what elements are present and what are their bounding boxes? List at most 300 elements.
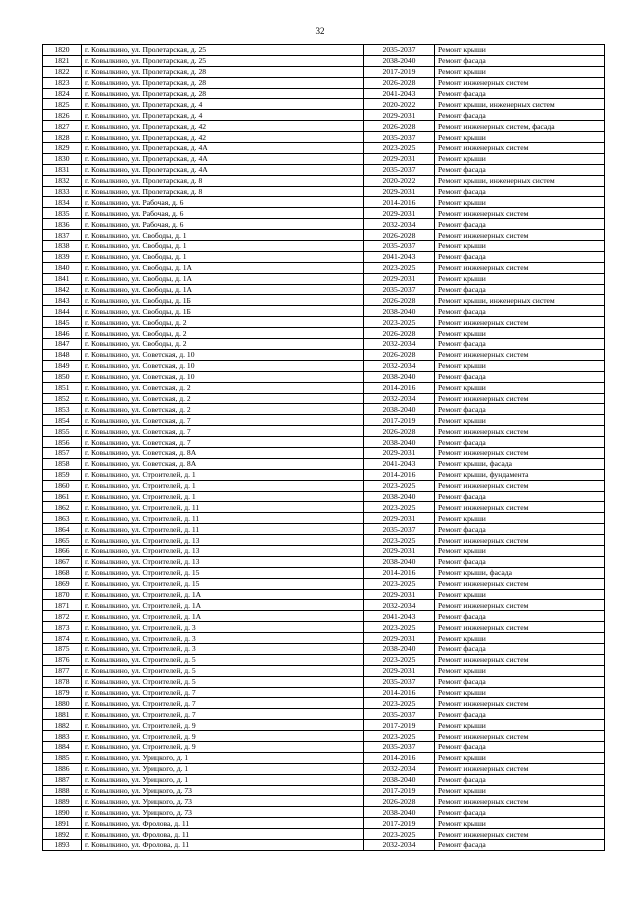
repair-type: Ремонт фасада xyxy=(435,219,605,230)
table-row xyxy=(43,698,605,709)
row-number: 1850 xyxy=(43,371,82,382)
building-address: г. Ковылкино, ул. Строителей, д. 5 xyxy=(82,654,364,665)
building-address: г. Ковылкино, ул. Строителей, д. 1 xyxy=(82,469,364,480)
building-address: г. Ковылкино, ул. Строителей, д. 7 xyxy=(82,687,364,698)
repair-period: 2017-2019 xyxy=(364,66,435,77)
repair-type: Ремонт фасада xyxy=(435,742,605,753)
repair-schedule-table xyxy=(42,44,605,851)
table-row xyxy=(43,545,605,556)
table-row xyxy=(43,186,605,197)
repair-period: 2038-2040 xyxy=(364,437,435,448)
row-number: 1886 xyxy=(43,763,82,774)
repair-period: 2017-2019 xyxy=(364,785,435,796)
repair-type: Ремонт крыши xyxy=(435,328,605,339)
table-row xyxy=(43,349,605,360)
table-row xyxy=(43,600,605,611)
table-row xyxy=(43,676,605,687)
repair-period: 2014-2016 xyxy=(364,469,435,480)
building-address: г. Ковылкино, ул. Строителей, д. 3 xyxy=(82,643,364,654)
repair-period: 2029-2031 xyxy=(364,513,435,524)
table-row xyxy=(43,785,605,796)
table-row xyxy=(43,611,605,622)
repair-type: Ремонт крыши xyxy=(435,360,605,371)
row-number: 1882 xyxy=(43,720,82,731)
table-row xyxy=(43,339,605,350)
repair-period: 2023-2025 xyxy=(364,535,435,546)
building-address: г. Ковылкино, ул. Урицкого, д. 1 xyxy=(82,752,364,763)
table-row xyxy=(43,66,605,77)
repair-type: Ремонт крыши xyxy=(435,273,605,284)
row-number: 1822 xyxy=(43,66,82,77)
building-address: г. Ковылкино, ул. Строителей, д. 7 xyxy=(82,698,364,709)
row-number: 1869 xyxy=(43,578,82,589)
row-number: 1870 xyxy=(43,589,82,600)
row-number: 1865 xyxy=(43,535,82,546)
table-row xyxy=(43,731,605,742)
building-address: г. Ковылкино, ул. Свободы, д. 1Б xyxy=(82,295,364,306)
building-address: г. Ковылкино, ул. Строителей, д. 13 xyxy=(82,556,364,567)
building-address: г. Ковылкино, ул. Советская, д. 10 xyxy=(82,360,364,371)
repair-type: Ремонт инженерных систем xyxy=(435,262,605,273)
repair-type: Ремонт инженерных систем xyxy=(435,502,605,513)
repair-type: Ремонт крыши xyxy=(435,241,605,252)
repair-type: Ремонт крыши, инженерных систем xyxy=(435,99,605,110)
building-address: г. Ковылкино, ул. Строителей, д. 13 xyxy=(82,535,364,546)
building-address: г. Ковылкино, ул. Строителей, д. 1А xyxy=(82,589,364,600)
table-row xyxy=(43,589,605,600)
table-row xyxy=(43,643,605,654)
building-address: г. Ковылкино, ул. Свободы, д. 2 xyxy=(82,317,364,328)
repair-period: 2035-2037 xyxy=(364,284,435,295)
building-address: г. Ковылкино, ул. Свободы, д. 2 xyxy=(82,339,364,350)
building-address: г. Ковылкино, ул. Строителей, д. 9 xyxy=(82,742,364,753)
repair-type: Ремонт фасада xyxy=(435,339,605,350)
table-row xyxy=(43,469,605,480)
repair-period: 2020-2022 xyxy=(364,99,435,110)
row-number: 1875 xyxy=(43,643,82,654)
building-address: г. Ковылкино, ул. Свободы, д. 1 xyxy=(82,251,364,262)
building-address: г. Ковылкино, ул. Рабочая, д. 6 xyxy=(82,197,364,208)
row-number: 1877 xyxy=(43,665,82,676)
building-address: г. Ковылкино, ул. Пролетарская, д. 28 xyxy=(82,77,364,88)
row-number: 1851 xyxy=(43,382,82,393)
repair-period: 2023-2025 xyxy=(364,262,435,273)
repair-period: 2017-2019 xyxy=(364,720,435,731)
building-address: г. Ковылкино, ул. Строителей, д. 11 xyxy=(82,502,364,513)
table-row xyxy=(43,132,605,143)
repair-period: 2014-2016 xyxy=(364,567,435,578)
repair-period: 2017-2019 xyxy=(364,818,435,829)
repair-type: Ремонт крыши, фасада xyxy=(435,567,605,578)
repair-type: Ремонт фасада xyxy=(435,371,605,382)
building-address: г. Ковылкино, ул. Урицкого, д. 73 xyxy=(82,796,364,807)
repair-period: 2023-2025 xyxy=(364,143,435,154)
building-address: г. Ковылкино, ул. Строителей, д. 5 xyxy=(82,676,364,687)
row-number: 1824 xyxy=(43,88,82,99)
repair-type: Ремонт крыши xyxy=(435,415,605,426)
repair-period: 2035-2037 xyxy=(364,164,435,175)
building-address: г. Ковылкино, ул. Строителей, д. 11 xyxy=(82,524,364,535)
repair-period: 2038-2040 xyxy=(364,774,435,785)
repair-period: 2023-2025 xyxy=(364,731,435,742)
building-address: г. Ковылкино, ул. Свободы, д. 1А xyxy=(82,262,364,273)
building-address: г. Ковылкино, ул. Фролова, д. 11 xyxy=(82,840,364,851)
table-row xyxy=(43,622,605,633)
row-number: 1866 xyxy=(43,545,82,556)
repair-type: Ремонт инженерных систем xyxy=(435,393,605,404)
repair-period: 2038-2040 xyxy=(364,643,435,654)
row-number: 1887 xyxy=(43,774,82,785)
building-address: г. Ковылкино, ул. Советская, д. 8А xyxy=(82,447,364,458)
table-row xyxy=(43,45,605,56)
table-row xyxy=(43,77,605,88)
row-number: 1855 xyxy=(43,426,82,437)
repair-type: Ремонт крыши xyxy=(435,132,605,143)
building-address: г. Ковылкино, ул. Советская, д. 7 xyxy=(82,437,364,448)
repair-type: Ремонт фасада xyxy=(435,491,605,502)
repair-type: Ремонт фасада xyxy=(435,164,605,175)
table-row xyxy=(43,742,605,753)
repair-type: Ремонт крыши xyxy=(435,382,605,393)
repair-type: Ремонт фасада xyxy=(435,437,605,448)
repair-type: Ремонт инженерных систем xyxy=(435,829,605,840)
building-address: г. Ковылкино, ул. Пролетарская, д. 28 xyxy=(82,88,364,99)
repair-period: 2023-2025 xyxy=(364,622,435,633)
building-address: г. Ковылкино, ул. Пролетарская, д. 42 xyxy=(82,132,364,143)
building-address: г. Ковылкино, ул. Строителей, д. 9 xyxy=(82,731,364,742)
table-row xyxy=(43,371,605,382)
table-row xyxy=(43,578,605,589)
building-address: г. Ковылкино, ул. Свободы, д. 1А xyxy=(82,284,364,295)
table-row xyxy=(43,317,605,328)
table-row xyxy=(43,230,605,241)
building-address: г. Ковылкино, ул. Советская, д. 10 xyxy=(82,371,364,382)
row-number: 1843 xyxy=(43,295,82,306)
table-row xyxy=(43,328,605,339)
row-number: 1831 xyxy=(43,164,82,175)
repair-period: 2029-2031 xyxy=(364,545,435,556)
repair-period: 2029-2031 xyxy=(364,208,435,219)
repair-type: Ремонт фасада xyxy=(435,709,605,720)
building-address: г. Ковылкино, ул. Строителей, д. 1 xyxy=(82,480,364,491)
building-address: г. Ковылкино, ул. Советская, д. 8А xyxy=(82,458,364,469)
repair-period: 2023-2025 xyxy=(364,829,435,840)
building-address: г. Ковылкино, ул. Свободы, д. 1Б xyxy=(82,306,364,317)
table-row xyxy=(43,480,605,491)
row-number: 1893 xyxy=(43,840,82,851)
row-number: 1862 xyxy=(43,502,82,513)
repair-period: 2026-2028 xyxy=(364,121,435,132)
repair-period: 2020-2022 xyxy=(364,175,435,186)
row-number: 1840 xyxy=(43,262,82,273)
repair-type: Ремонт инженерных систем xyxy=(435,622,605,633)
table-row xyxy=(43,829,605,840)
table-row xyxy=(43,55,605,66)
repair-period: 2014-2016 xyxy=(364,197,435,208)
repair-period: 2035-2037 xyxy=(364,742,435,753)
table-row xyxy=(43,382,605,393)
repair-period: 2029-2031 xyxy=(364,273,435,284)
table-row xyxy=(43,818,605,829)
row-number: 1884 xyxy=(43,742,82,753)
repair-period: 2032-2034 xyxy=(364,840,435,851)
building-address: г. Ковылкино, ул. Урицкого, д. 1 xyxy=(82,763,364,774)
repair-period: 2032-2034 xyxy=(364,339,435,350)
repair-period: 2029-2031 xyxy=(364,110,435,121)
building-address: г. Ковылкино, ул. Строителей, д. 1 xyxy=(82,491,364,502)
repair-period: 2035-2037 xyxy=(364,241,435,252)
repair-type: Ремонт фасада xyxy=(435,807,605,818)
repair-type: Ремонт инженерных систем xyxy=(435,447,605,458)
table-row xyxy=(43,426,605,437)
repair-period: 2032-2034 xyxy=(364,763,435,774)
row-number: 1841 xyxy=(43,273,82,284)
building-address: г. Ковылкино, ул. Рабочая, д. 6 xyxy=(82,219,364,230)
row-number: 1863 xyxy=(43,513,82,524)
repair-type: Ремонт крыши xyxy=(435,687,605,698)
repair-type: Ремонт крыши xyxy=(435,153,605,164)
repair-period: 2029-2031 xyxy=(364,589,435,600)
table-row xyxy=(43,99,605,110)
repair-type: Ремонт инженерных систем xyxy=(435,317,605,328)
row-number: 1845 xyxy=(43,317,82,328)
repair-type: Ремонт крыши xyxy=(435,633,605,644)
table-row xyxy=(43,535,605,546)
building-address: г. Ковылкино, ул. Фролова, д. 11 xyxy=(82,818,364,829)
row-number: 1847 xyxy=(43,339,82,350)
repair-type: Ремонт крыши, фундамента xyxy=(435,469,605,480)
repair-period: 2035-2037 xyxy=(364,45,435,56)
building-address: г. Ковылкино, ул. Урицкого, д. 73 xyxy=(82,807,364,818)
row-number: 1826 xyxy=(43,110,82,121)
building-address: г. Ковылкино, ул. Строителей, д. 15 xyxy=(82,567,364,578)
repair-type: Ремонт фасада xyxy=(435,524,605,535)
repair-type: Ремонт крыши xyxy=(435,818,605,829)
repair-period: 2026-2028 xyxy=(364,328,435,339)
repair-period: 2026-2028 xyxy=(364,426,435,437)
table-row xyxy=(43,164,605,175)
building-address: г. Ковылкино, ул. Строителей, д. 11 xyxy=(82,513,364,524)
building-address: г. Ковылкино, ул. Пролетарская, д. 4 xyxy=(82,110,364,121)
building-address: г. Ковылкино, ул. Пролетарская, д. 25 xyxy=(82,55,364,66)
table-row xyxy=(43,404,605,415)
row-number: 1846 xyxy=(43,328,82,339)
row-number: 1827 xyxy=(43,121,82,132)
row-number: 1891 xyxy=(43,818,82,829)
repair-type: Ремонт инженерных систем xyxy=(435,763,605,774)
repair-type: Ремонт крыши xyxy=(435,513,605,524)
table-row xyxy=(43,393,605,404)
row-number: 1837 xyxy=(43,230,82,241)
row-number: 1859 xyxy=(43,469,82,480)
repair-type: Ремонт крыши xyxy=(435,45,605,56)
row-number: 1864 xyxy=(43,524,82,535)
row-number: 1880 xyxy=(43,698,82,709)
repair-type: Ремонт инженерных систем, фасада xyxy=(435,121,605,132)
row-number: 1848 xyxy=(43,349,82,360)
repair-type: Ремонт фасада xyxy=(435,840,605,851)
repair-period: 2029-2031 xyxy=(364,186,435,197)
repair-type: Ремонт фасада xyxy=(435,55,605,66)
repair-period: 2026-2028 xyxy=(364,796,435,807)
table-row xyxy=(43,241,605,252)
repair-period: 2038-2040 xyxy=(364,306,435,317)
row-number: 1829 xyxy=(43,143,82,154)
repair-period: 2023-2025 xyxy=(364,698,435,709)
building-address: г. Ковылкино, ул. Советская, д. 2 xyxy=(82,382,364,393)
repair-period: 2026-2028 xyxy=(364,230,435,241)
table-row xyxy=(43,208,605,219)
row-number: 1842 xyxy=(43,284,82,295)
repair-period: 2014-2016 xyxy=(364,687,435,698)
row-number: 1836 xyxy=(43,219,82,230)
repair-period: 2038-2040 xyxy=(364,556,435,567)
repair-period: 2026-2028 xyxy=(364,77,435,88)
repair-type: Ремонт крыши xyxy=(435,545,605,556)
repair-period: 2035-2037 xyxy=(364,524,435,535)
repair-type: Ремонт фасада xyxy=(435,676,605,687)
repair-period: 2023-2025 xyxy=(364,317,435,328)
repair-period: 2038-2040 xyxy=(364,55,435,66)
row-number: 1839 xyxy=(43,251,82,262)
building-address: г. Ковылкино, ул. Строителей, д. 1А xyxy=(82,600,364,611)
building-address: г. Ковылкино, ул. Свободы, д. 2 xyxy=(82,328,364,339)
repair-type: Ремонт крыши, инженерных систем xyxy=(435,175,605,186)
table-row xyxy=(43,687,605,698)
building-address: г. Ковылкино, ул. Урицкого, д. 73 xyxy=(82,785,364,796)
repair-type: Ремонт инженерных систем xyxy=(435,600,605,611)
row-number: 1867 xyxy=(43,556,82,567)
repair-type: Ремонт инженерных систем xyxy=(435,349,605,360)
building-address: г. Ковылкино, ул. Советская, д. 7 xyxy=(82,415,364,426)
table-row xyxy=(43,524,605,535)
table-row xyxy=(43,360,605,371)
building-address: г. Ковылкино, ул. Пролетарская, д. 4А xyxy=(82,143,364,154)
row-number: 1832 xyxy=(43,175,82,186)
repair-period: 2026-2028 xyxy=(364,349,435,360)
repair-type: Ремонт фасада xyxy=(435,306,605,317)
repair-type: Ремонт инженерных систем xyxy=(435,77,605,88)
row-number: 1861 xyxy=(43,491,82,502)
building-address: г. Ковылкино, ул. Строителей, д. 13 xyxy=(82,545,364,556)
row-number: 1876 xyxy=(43,654,82,665)
building-address: г. Ковылкино, ул. Строителей, д. 3 xyxy=(82,633,364,644)
building-address: г. Ковылкино, ул. Советская, д. 7 xyxy=(82,426,364,437)
table-row xyxy=(43,295,605,306)
table-row xyxy=(43,284,605,295)
row-number: 1878 xyxy=(43,676,82,687)
row-number: 1835 xyxy=(43,208,82,219)
building-address: г. Ковылкино, ул. Урицкого, д. 1 xyxy=(82,774,364,785)
table-row xyxy=(43,197,605,208)
table-row xyxy=(43,306,605,317)
repair-period: 2038-2040 xyxy=(364,807,435,818)
repair-type: Ремонт инженерных систем xyxy=(435,654,605,665)
building-address: г. Ковылкино, ул. Пролетарская, д. 4А xyxy=(82,153,364,164)
repair-period: 2038-2040 xyxy=(364,371,435,382)
repair-type: Ремонт крыши xyxy=(435,785,605,796)
repair-period: 2029-2031 xyxy=(364,447,435,458)
repair-period: 2041-2043 xyxy=(364,458,435,469)
repair-type: Ремонт крыши xyxy=(435,665,605,676)
repair-period: 2029-2031 xyxy=(364,153,435,164)
row-number: 1892 xyxy=(43,829,82,840)
row-number: 1860 xyxy=(43,480,82,491)
table-row xyxy=(43,273,605,284)
row-number: 1838 xyxy=(43,241,82,252)
row-number: 1828 xyxy=(43,132,82,143)
repair-period: 2032-2034 xyxy=(364,219,435,230)
table-row xyxy=(43,807,605,818)
row-number: 1889 xyxy=(43,796,82,807)
row-number: 1883 xyxy=(43,731,82,742)
repair-type: Ремонт инженерных систем xyxy=(435,535,605,546)
building-address: г. Ковылкино, ул. Пролетарская, д. 4 xyxy=(82,99,364,110)
table-row xyxy=(43,491,605,502)
repair-type: Ремонт фасада xyxy=(435,404,605,415)
table-row xyxy=(43,415,605,426)
table-row xyxy=(43,840,605,851)
repair-type: Ремонт крыши xyxy=(435,752,605,763)
repair-type: Ремонт инженерных систем xyxy=(435,208,605,219)
table-row xyxy=(43,654,605,665)
table-row xyxy=(43,153,605,164)
repair-period: 2032-2034 xyxy=(364,600,435,611)
row-number: 1854 xyxy=(43,415,82,426)
row-number: 1868 xyxy=(43,567,82,578)
row-number: 1852 xyxy=(43,393,82,404)
building-address: г. Ковылкино, ул. Пролетарская, д. 8 xyxy=(82,175,364,186)
repair-period: 2023-2025 xyxy=(364,578,435,589)
repair-type: Ремонт крыши, фасада xyxy=(435,458,605,469)
building-address: г. Ковылкино, ул. Фролова, д. 11 xyxy=(82,829,364,840)
table-row xyxy=(43,709,605,720)
row-number: 1872 xyxy=(43,611,82,622)
repair-type: Ремонт крыши xyxy=(435,589,605,600)
row-number: 1890 xyxy=(43,807,82,818)
repair-period: 2038-2040 xyxy=(364,404,435,415)
repair-period: 2032-2034 xyxy=(364,360,435,371)
table-row xyxy=(43,175,605,186)
table-body xyxy=(43,45,605,851)
table-row xyxy=(43,796,605,807)
table-row xyxy=(43,513,605,524)
table-row xyxy=(43,774,605,785)
repair-type: Ремонт фасада xyxy=(435,774,605,785)
repair-period: 2017-2019 xyxy=(364,415,435,426)
repair-period: 2029-2031 xyxy=(364,633,435,644)
row-number: 1849 xyxy=(43,360,82,371)
row-number: 1881 xyxy=(43,709,82,720)
table-row xyxy=(43,262,605,273)
building-address: г. Ковылкино, ул. Пролетарская, д. 42 xyxy=(82,121,364,132)
row-number: 1856 xyxy=(43,437,82,448)
repair-type: Ремонт фасада xyxy=(435,88,605,99)
building-address: г. Ковылкино, ул. Рабочая, д. 6 xyxy=(82,208,364,219)
table-row xyxy=(43,121,605,132)
repair-type: Ремонт крыши xyxy=(435,720,605,731)
repair-type: Ремонт крыши xyxy=(435,197,605,208)
row-number: 1874 xyxy=(43,633,82,644)
repair-type: Ремонт инженерных систем xyxy=(435,143,605,154)
table-row xyxy=(43,110,605,121)
building-address: г. Ковылкино, ул. Советская, д. 2 xyxy=(82,393,364,404)
repair-period: 2023-2025 xyxy=(364,654,435,665)
row-number: 1820 xyxy=(43,45,82,56)
row-number: 1833 xyxy=(43,186,82,197)
building-address: г. Ковылкино, ул. Свободы, д. 1 xyxy=(82,241,364,252)
building-address: г. Ковылкино, ул. Строителей, д. 9 xyxy=(82,720,364,731)
